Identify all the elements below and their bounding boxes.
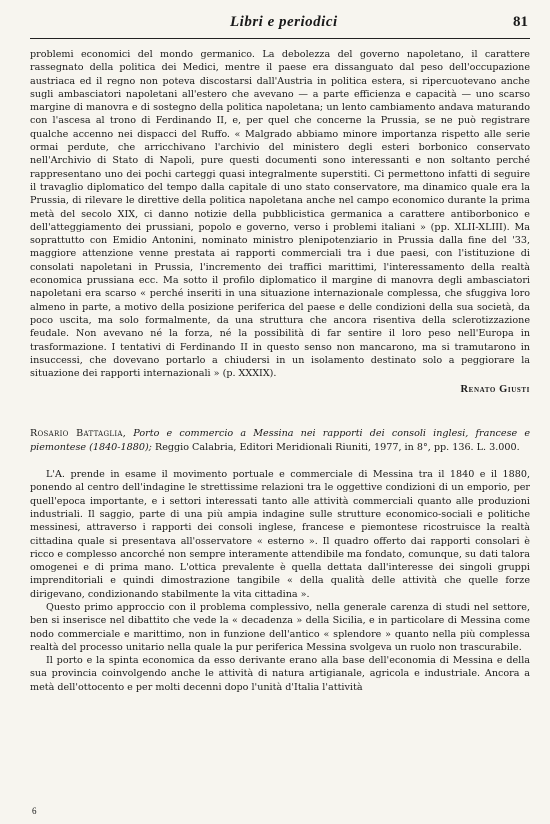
running-title: Libri e periodici [230,14,338,30]
citation-publication: Reggio Calabria, Editori Meridionali Riuniti, 1977, in 8°, pp. 136. L. 3.000. [154,441,520,453]
page-body [30,48,530,694]
review-paragraph: Questo primo approccio con il problema complessivo, nella generale carenza di studi nel settore, ben si inserisce nel dibattito che vede la « decadenza » della Sicilia, e in particolare di Messina come nodo commerciale e marittimo, non in funzione dell'antico « splendore » quanto nella più complessa realtà del processo unitario nella quale la pur periferica Messina svolgeva un ruolo non trascurabile. [30,601,530,653]
footer-signature-mark: 6 [32,806,37,816]
citation-title: Porto e commercio a Messina nei rapporti dei consoli inglesi, francese e piemontese (1840-1880); [30,428,531,453]
book-citation [30,427,530,454]
page-number: 81 [513,14,528,30]
review-giusti [30,48,530,395]
document-page [30,0,530,824]
review-paragraph: L'A. prende in esame il movimento portuale e commerciale di Messina tra il 1840 e il 1880, ponendo al centro dell'indagine le strettissime relazioni tra le oggettive condizioni di un emporio, per quell'epoca importante, e i settori interessati tanto alle attività commerciali quanto alle produzioni industriali. Il saggio, parte di una più ampia indagine sulle strutture economico-sociali e politiche messinesi, attraverso i rapporti dei consoli inglese, francese e piemontese ricostruisce la realtà cittadina quale si presentava all'osservatore « esterno ». Il quadro offerto dai rapporti consolari è ricco e complesso ancorché non sempre interamente attendibile ma fondato, comunque, su dati talora omogenei e di prima mano. L'ottica prevalente è quella dettata dall'interesse dei singoli gruppi imprenditoriali e quindi dimostrazione tangibile « della qualità delle attività che quelle forze dirigevano, condizionando stabilmente la vita cittadina ». [30,469,530,600]
review-paragraph: Il porto e la spinta economica da esso derivante erano alla base dell'economia di Messina e della sua provincia coinvolgendo anche le attività di natura artigianale, agricola e industriale. Ancora a metà dell'ottocento e per molti decenni dopo l'unità d'Italia l'attività [30,655,530,693]
citation-line [30,427,530,454]
reviewer-signature: Renato Giusti [460,384,530,396]
review-paragraph: problemi economici del mondo germanico. La debolezza del governo napoletano, il carattere rassegnato della politica dei Medici, mentre il paese era dissanguato dal peso dell'occupazione austriaca ed il regno non poteva discostarsi dall'Austria in politica estera, si ripercuotevano anche sugli ambasciatori napoletani all'estero che avevano — a parte efficienza e capacità — uno scarso margine di manovra e di sostegno della politica napoletana; un lento cambiamento andava maturando con l'ascesa al trono di Ferdinando II, e, per quel che concerne la Prussia, se ne può registrare qualche accenno nei dispacci del Ruffo. « Malgrado abbiamo minore importanza rispetto alle serie ormai perdute, che arricchivano l'archivio del ministero degli esteri borbonico conservato nell'Archivio di Stato di Napoli, pure questi documenti sono interessanti e non soltanto perché rappresentano uno dei pochi carteggi quasi integralmente superstiti. Ci permettono infatti di seguire il travaglio diplomatico del tempo dalla capitale di uno stato conservatore, ma dinamico quale era la Prussia, di rilevare le direttive della politica napoletana anche nel campo economico durante la prima metà del secolo XIX, ci danno notizie della pubblicistica germanica a carattere antiborbonico e dell'atteggiamento dei prussiani, popolo e governo, verso i problemi italiani » (pp. XLII-XLIII). Ma soprattutto con Emidio Antonini, nominato ministro plenipotenziario in Prussia dalla fine del '33, maggiore attenzione venne prestata ai rapporti commerciali tra i due paesi, con l'istituzione di consolati napoletani in Prussia, l'incremento dei traffici marittimi, l'interessamento della realtà economica prussiana ecc. Ma sotto il profilo diplomatico il margine di manovra degli ambasciatori napoletani era scarso « perché inseriti in una situazione internazionale complessa, che sfuggiva loro almeno in parte, a motivo della posizione periferica del paese e delle condizioni della sua società, da poco uscita, ma solo formalmente, da una struttura che ancora risentiva della sclerotizzazione feudale. Non avevano né la forza, né la possibilità di far sentire il loro peso nell'Europa in trasformazione. I tentativi di Ferdinando II in questo senso non mancarono, ma si tramutarono in insuccessi, che dovevano portarlo a chiudersi in un isolamento destinato solo a peggiorare la situazione dei rapporti internazionali » (p. XXXIX). [30,49,530,380]
review-battaglia [30,468,530,694]
citation-author: Rosario Battaglia, [30,428,127,440]
running-header [30,12,530,39]
